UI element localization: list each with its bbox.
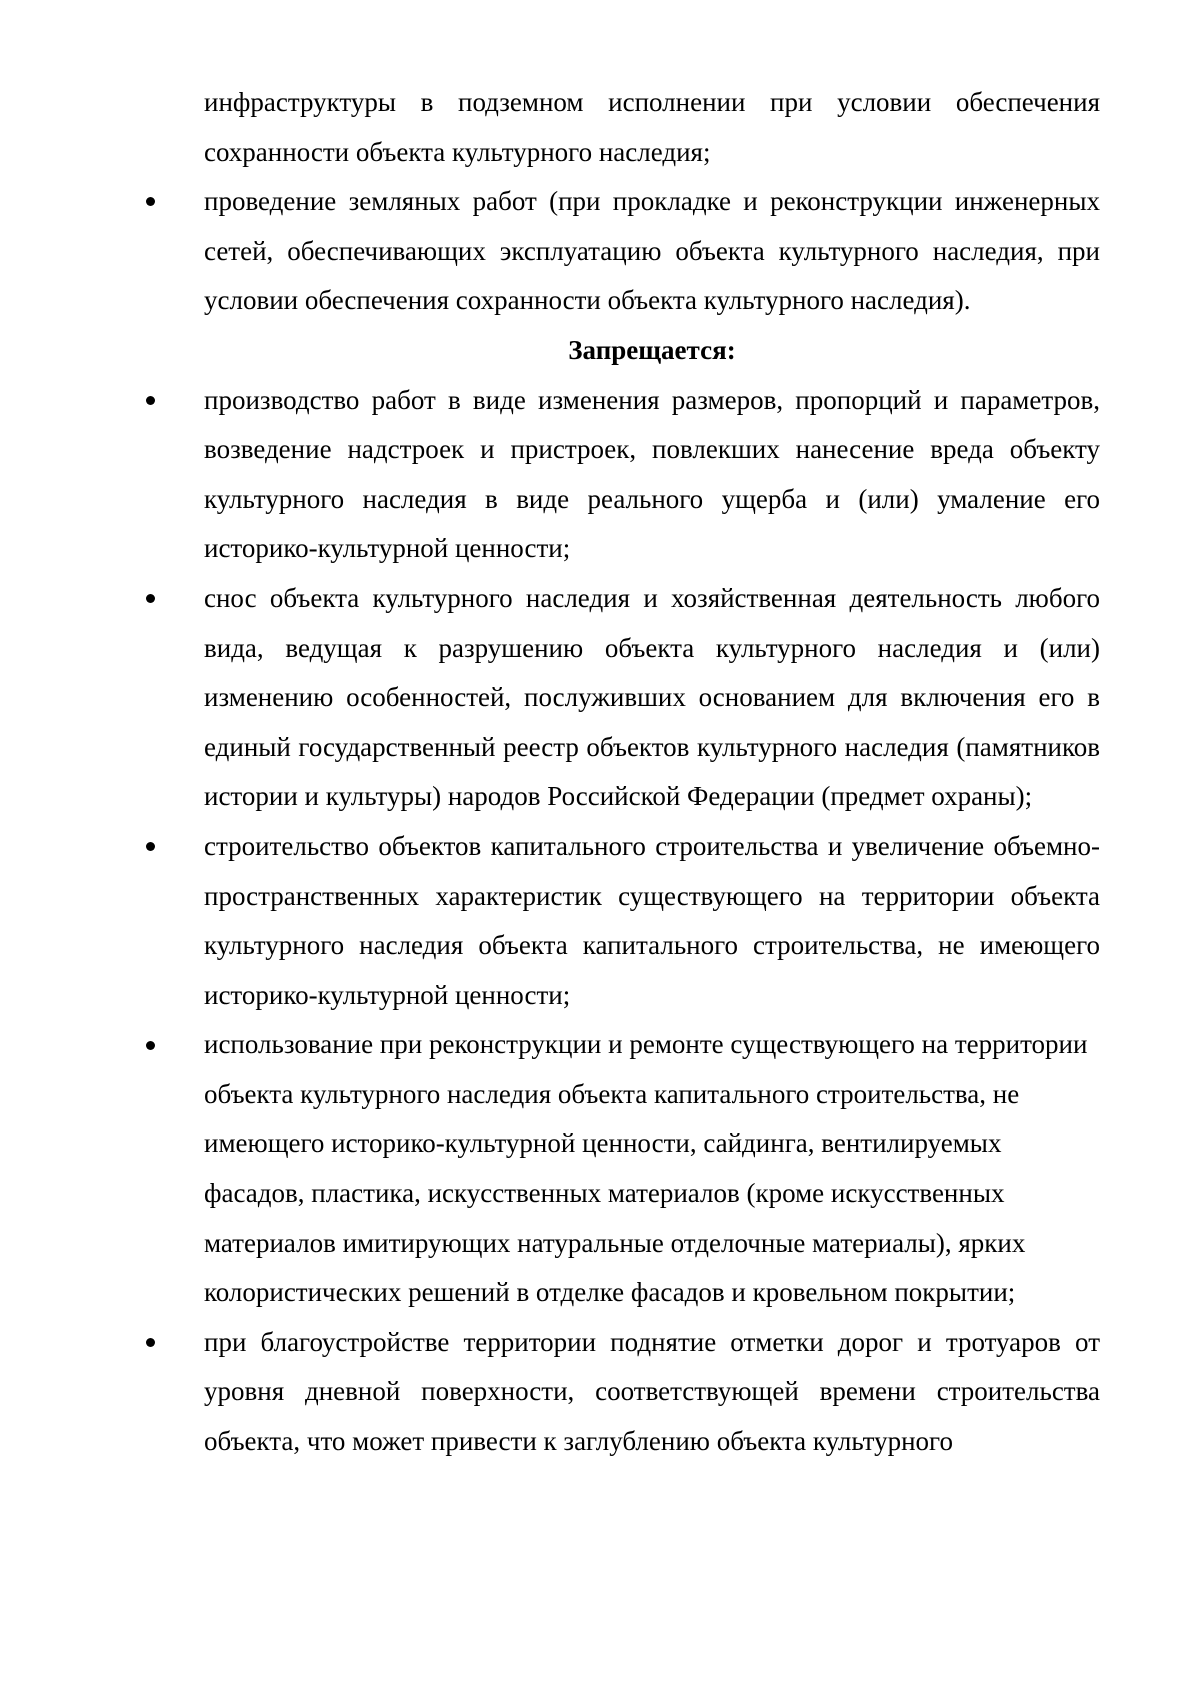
bullet-icon [142,376,158,426]
bullet-text: использование при реконструкции и ремонте существующего на территории объекта культурного наследия объекта капитального строительства, не имеющего историко-культурной ценности, сайдинга, вентилируемых фасадов, пластика, искусственных материалов (кроме искусственных материалов имитирующих натуральные отделочные материалы), ярких колористических решений в отделке фасадов и кровельном покрытии; [204,1029,1088,1308]
continuation-paragraph [204,78,1100,177]
bullet-icon [142,822,158,872]
bullet-text: снос объекта культурного наследия и хозяйственная деятельность любого вида, ведущая к разрушению объекта культурного наследия и (или) изменению особенностей, послуживших основанием для включения его в единый государственный реестр объектов культурного наследия (памятников истории и культуры) народов Российской Федерации (предмет охраны); [204,582,1100,812]
bullet-icon [142,1318,158,1368]
continuation-text: инфраструктуры в подземном исполнении при условии обеспечения сохранности объекта культурного наследия; [204,87,1100,167]
bullet-item-materials [204,1020,1100,1318]
bullet-text: производство работ в виде изменения размеров, пропорций и параметров, возведение надстроек и пристроек, повлекших нанесение вреда объекту культурного наследия в виде реального ущерба и (или) умаление его историко-культурной ценности; [204,384,1100,564]
bullet-icon [142,574,158,624]
bullet-text: при благоустройстве территории поднятие отметки дорог и тротуаров от уровня дневной поверхности, соответствующей времени строительства объекта, что может привести к заглублению объекта культурного [204,1326,1100,1457]
bullet-item-alterations [204,376,1100,574]
bullet-item-construction [204,822,1100,1020]
document-body [204,78,1100,1467]
bullet-item-earthworks [204,177,1100,326]
bullet-item-landscaping [204,1318,1100,1467]
prohibited-heading: Запрещается: [568,334,736,365]
bullet-item-demolition [204,574,1100,822]
bullet-icon [142,177,158,227]
bullet-text: проведение земляных работ (при прокладке и реконструкции инженерных сетей, обеспечивающих эксплуатацию объекта культурного наследия, при условии обеспечения сохранности объекта культурного наследия). [204,186,1100,316]
bullet-icon [142,1020,158,1070]
bullet-text: строительство объектов капитального строительства и увеличение объемно-пространственных характеристик существующего на территории объекта культурного наследия объекта капитального строительства, не имеющего историко-культурной ценности; [204,830,1100,1010]
